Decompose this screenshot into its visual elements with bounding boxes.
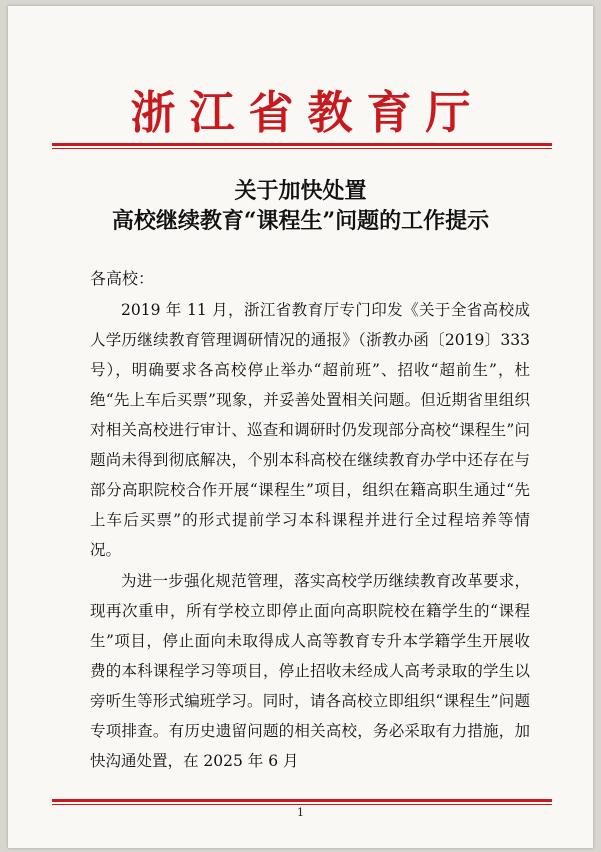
- divider-thick-line: [52, 143, 552, 146]
- divider-thin-line: [52, 148, 552, 149]
- letterhead-title: 浙江省教育厅: [130, 86, 485, 139]
- footer-thick-line: [52, 799, 552, 802]
- document-title-line1: 关于加快处置: [234, 178, 367, 204]
- letterhead-divider: [52, 143, 552, 149]
- document-page: [8, 6, 593, 848]
- body-paragraph-2: 为进一步强化规范管理，落实高校学历继续教育改革要求，现再次重申，所有学校立即停止面向高职院校在籍学生的“课程生”项目，停止面向未取得成人高等教育专升本学籍学生开展收费的本科课程学习等项目，停止招收未经成人高考录取的学生以旁听生等形式编班学习。同时，请各高校立即组织“课程生”问题专项排查。有历史遗留问题的相关高校，务必采取有力措施，加快沟通处置，在 2025 年 6 月: [90, 572, 530, 770]
- footer-thin-line: [52, 804, 552, 805]
- footer-divider: [52, 799, 552, 805]
- body-paragraph-1: 2019 年 11 月，浙江省教育厅专门印发《关于全省高校成人学历继续教育管理调研情况的通报》（浙教办函〔2019〕333 号），明确要求各高校停止举办“超前班”、招收“超前生”，杜绝“先上车后买票”现象，并妥善处置相关问题。但近期省里组织对相关高校进行审计、巡查和调研时仍发现部分高校“课程生”问题尚未得到彻底解决，个别本科高校在继续教育办学中还存在与部分高职院校合作开展“课程生”项目，组织在籍高职生通过“先上车后买票”的形式提前学习本科课程并进行全过程培养等情况。: [90, 301, 530, 559]
- page-number: 1: [297, 806, 304, 819]
- document-title-line2: 高校继续教育“课程生”问题的工作提示: [111, 208, 490, 234]
- salutation: 各高校：: [90, 269, 155, 288]
